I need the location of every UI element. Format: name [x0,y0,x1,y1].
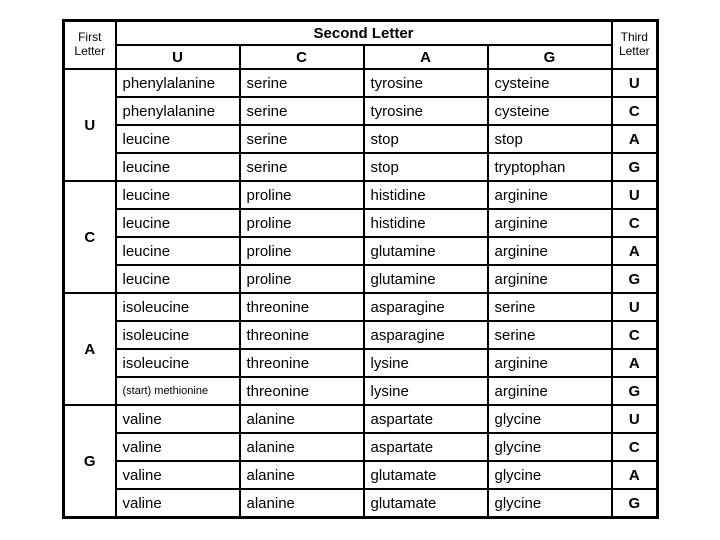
codon-row [64,153,658,181]
third-letter-cell: C [612,433,658,461]
amino-acid-cell: valine [116,489,240,518]
amino-acid-cell: isoleucine [116,349,240,377]
amino-acid-cell: proline [240,265,364,293]
header-row-title [64,21,658,46]
first-letter-cell: C [64,181,116,293]
amino-acid-cell: glycine [488,461,612,489]
third-letter-header: Third Letter [612,21,658,70]
amino-acid-cell: aspartate [364,433,488,461]
amino-acid-cell: tyrosine [364,69,488,97]
amino-acid-cell: arginine [488,237,612,265]
second-base-g: G [488,45,612,69]
codon-row [64,349,658,377]
header-row-bases [64,45,658,69]
amino-acid-cell: arginine [488,209,612,237]
third-letter-cell: A [612,349,658,377]
amino-acid-cell: leucine [116,265,240,293]
codon-row [64,293,658,321]
codon-row [64,461,658,489]
amino-acid-cell: arginine [488,349,612,377]
third-letter-cell: A [612,461,658,489]
amino-acid-cell: threonine [240,377,364,405]
codon-body [64,69,658,518]
codon-row [64,405,658,433]
third-letter-cell: U [612,181,658,209]
amino-acid-cell: serine [488,321,612,349]
third-letter-cell: G [612,265,658,293]
first-letter-cell: G [64,405,116,518]
amino-acid-cell: leucine [116,181,240,209]
amino-acid-cell: proline [240,181,364,209]
amino-acid-cell: proline [240,209,364,237]
amino-acid-cell: alanine [240,489,364,518]
third-letter-cell: C [612,321,658,349]
amino-acid-cell: phenylalanine [116,97,240,125]
second-base-c: C [240,45,364,69]
amino-acid-cell: stop [488,125,612,153]
second-letter-header: Second Letter [116,21,612,46]
third-letter-cell: G [612,153,658,181]
amino-acid-cell: alanine [240,433,364,461]
codon-row [64,209,658,237]
amino-acid-cell: glutamine [364,265,488,293]
amino-acid-cell: serine [240,97,364,125]
third-letter-cell: U [612,69,658,97]
amino-acid-cell: lysine [364,349,488,377]
amino-acid-cell: tryptophan [488,153,612,181]
codon-row [64,237,658,265]
amino-acid-cell: valine [116,433,240,461]
amino-acid-cell: valine [116,405,240,433]
amino-acid-cell: cysteine [488,69,612,97]
third-letter-cell: G [612,377,658,405]
amino-acid-cell: lysine [364,377,488,405]
amino-acid-cell: serine [488,293,612,321]
amino-acid-cell: glycine [488,405,612,433]
first-letter-header: First Letter [64,21,116,70]
codon-table [62,19,659,519]
amino-acid-cell: alanine [240,461,364,489]
amino-acid-cell: stop [364,125,488,153]
amino-acid-cell: glutamate [364,489,488,518]
amino-acid-cell: histidine [364,209,488,237]
amino-acid-cell: glycine [488,489,612,518]
amino-acid-cell: tyrosine [364,97,488,125]
second-base-a: A [364,45,488,69]
amino-acid-cell: leucine [116,237,240,265]
amino-acid-cell: threonine [240,321,364,349]
amino-acid-cell: cysteine [488,97,612,125]
codon-row [64,433,658,461]
amino-acid-cell: valine [116,461,240,489]
codon-row [64,489,658,518]
amino-acid-cell: glutamine [364,237,488,265]
amino-acid-cell: threonine [240,293,364,321]
amino-acid-cell: glycine [488,433,612,461]
amino-acid-cell: leucine [116,209,240,237]
amino-acid-cell: aspartate [364,405,488,433]
first-letter-cell: U [64,69,116,181]
codon-row [64,181,658,209]
amino-acid-cell: arginine [488,265,612,293]
third-letter-cell: U [612,293,658,321]
codon-row [64,69,658,97]
amino-acid-cell: leucine [116,153,240,181]
codon-row [64,125,658,153]
amino-acid-cell: leucine [116,125,240,153]
amino-acid-cell: serine [240,153,364,181]
amino-acid-cell: asparagine [364,321,488,349]
amino-acid-cell: alanine [240,405,364,433]
third-letter-cell: A [612,237,658,265]
codon-row [64,377,658,405]
amino-acid-cell: serine [240,125,364,153]
amino-acid-cell: proline [240,237,364,265]
amino-acid-cell: arginine [488,377,612,405]
amino-acid-cell: histidine [364,181,488,209]
codon-row [64,321,658,349]
codon-row [64,97,658,125]
amino-acid-cell: stop [364,153,488,181]
amino-acid-cell: (start) methionine [116,377,240,405]
amino-acid-cell: glutamate [364,461,488,489]
amino-acid-cell: threonine [240,349,364,377]
amino-acid-cell: asparagine [364,293,488,321]
amino-acid-cell: isoleucine [116,321,240,349]
amino-acid-cell: arginine [488,181,612,209]
third-letter-cell: C [612,209,658,237]
amino-acid-cell: isoleucine [116,293,240,321]
first-letter-cell: A [64,293,116,405]
codon-row [64,265,658,293]
third-letter-cell: U [612,405,658,433]
third-letter-cell: A [612,125,658,153]
amino-acid-cell: phenylalanine [116,69,240,97]
third-letter-cell: C [612,97,658,125]
amino-acid-cell: serine [240,69,364,97]
second-base-u: U [116,45,240,69]
third-letter-cell: G [612,489,658,518]
